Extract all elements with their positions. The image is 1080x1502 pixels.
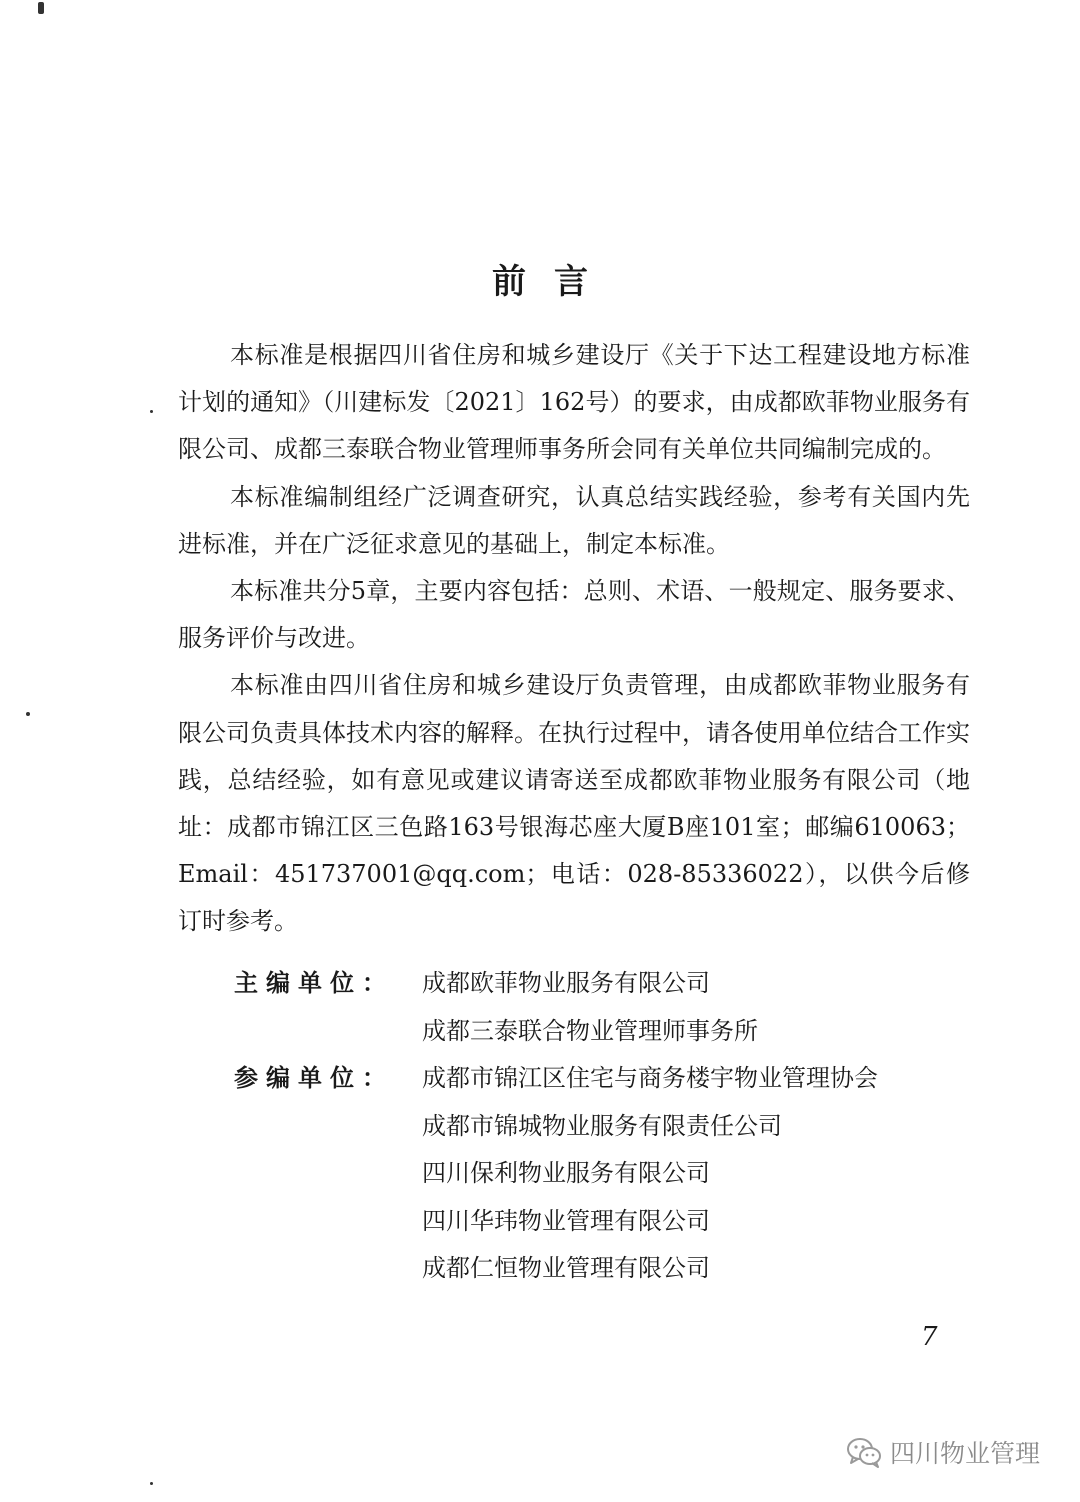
participating-unit-5: 成都仁恒物业管理有限公司 — [422, 1254, 710, 1282]
scan-speck — [26, 712, 30, 716]
participating-units — [234, 1055, 878, 1293]
paragraph-2: 本标准编制组经广泛调查研究，认真总结实践经验，参考有关国内先进标准，并在广泛征求意见的基础上，制定本标准。 — [178, 482, 970, 558]
scan-speck — [150, 1482, 153, 1485]
watermark-text: 四川物业管理 — [890, 1439, 1041, 1468]
scan-speck — [150, 410, 153, 413]
paragraph-4: 本标准由四川省住房和城乡建设厅负责管理，由成都欧菲物业服务有限公司负责具体技术内容的解释。在执行过程中，请各使用单位结合工作实践，总结经验，如有意见或建议请寄送至成都欧菲物业服务有限公司（地址：成都市锦江区三色路163号银海芯座大厦B座101室；邮编610063；Email：451737001@qq.com；电话：028-85336022），以供今后修订时参考。 — [178, 671, 970, 936]
participating-unit-1: 成都市锦江区住宅与商务楼宇物业管理协会 — [422, 1064, 878, 1092]
preface-body — [178, 332, 970, 946]
participating-units-list — [422, 1055, 878, 1293]
wechat-icon — [846, 1436, 882, 1468]
chief-units-list — [422, 960, 758, 1055]
chief-units — [234, 960, 878, 1055]
scan-speck — [38, 2, 44, 14]
chief-unit-2: 成都三泰联合物业管理师事务所 — [422, 1016, 758, 1045]
participating-unit-3: 四川保利物业服务有限公司 — [422, 1159, 710, 1187]
editing-units — [234, 960, 878, 1293]
chief-units-label: 主编单位： — [234, 969, 394, 997]
paragraph-3: 本标准共分5章，主要内容包括：总则、术语、一般规定、服务要求、服务评价与改进。 — [178, 577, 970, 653]
page-number: 7 — [921, 1322, 938, 1352]
paragraph-1: 本标准是根据四川省住房和城乡建设厅《关于下达工程建设地方标准计划的通知》（川建标发〔2021〕162号）的要求，由成都欧菲物业服务有限公司、成都三泰联合物业管理师事务所会同有关单位共同编制完成的。 — [178, 341, 970, 464]
participating-units-label: 参编单位： — [234, 1064, 394, 1092]
participating-unit-2: 成都市锦城物业服务有限责任公司 — [422, 1111, 782, 1140]
chief-unit-1: 成都欧菲物业服务有限公司 — [422, 969, 710, 997]
participating-unit-4: 四川华玮物业管理有限公司 — [422, 1206, 710, 1235]
page-title: 前言 — [492, 261, 616, 302]
watermark — [846, 1432, 1040, 1472]
